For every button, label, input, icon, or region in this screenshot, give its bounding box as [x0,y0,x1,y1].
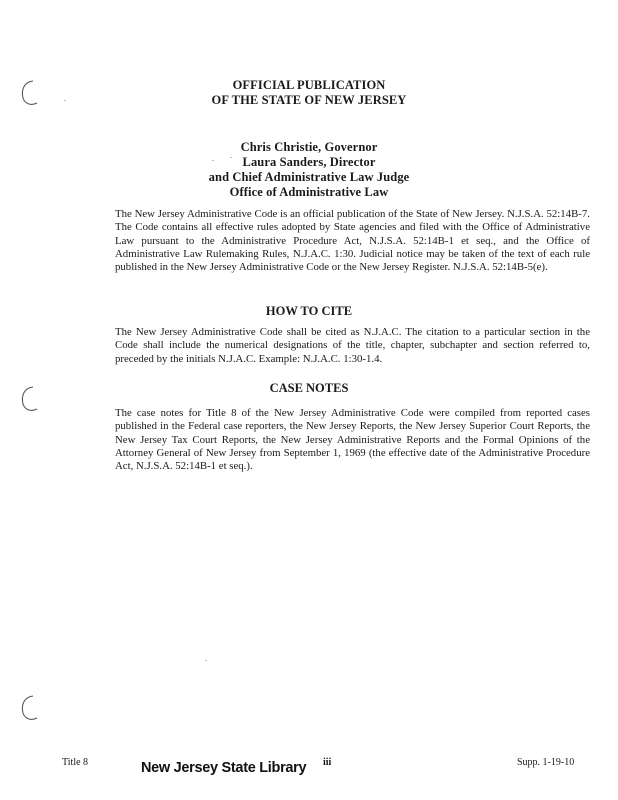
scan-speck [205,660,207,661]
footer-supplement: Supp. 1-19-10 [517,757,575,768]
judge-line: and Chief Administrative Law Judge [208,170,410,184]
header-line-1: OFFICIAL PUBLICATION [232,78,386,92]
director-line: Laura Sanders, Director [242,155,376,169]
library-stamp: New Jersey State Library [141,760,307,776]
case-notes-heading: CASE NOTES [269,381,349,395]
footer-page-number: iii [323,757,332,768]
how-to-cite-heading: HOW TO CITE [265,304,353,318]
case-notes-paragraph: The case notes for Title 8 of the New Jersey Administrative Code were compiled from reported cases published in the Federal case reporters, the New Jersey Reports, the New Jersey Superior Court Reports, the New Jersey Tax Court Reports, the New Jersey Administrative Reports and the Formal Opinions of the Attorney General of New Jersey from September 1, 1969 (the effective date of the Administrative Procedure Act, N.J.S.A. 52:14B-1 et seq.). [115,407,590,473]
governor-line: Chris Christie, Governor [240,140,378,154]
how-to-cite-paragraph: The New Jersey Administrative Code shall be cited as N.J.A.C. The citation to a particular section in the Code shall include the numerical designations of the title, chapter, subchapter and section referred to, preceded by the initials N.J.A.C. Example: N.J.A.C. 1:30-1.4. [115,326,590,365]
binder-hole-bottom [18,693,40,723]
header-line-2: OF THE STATE OF NEW JERSEY [211,93,407,107]
intro-paragraph: The New Jersey Administrative Code is an official publication of the State of New Jersey. N.J.S.A. 52:14B-7. The Code contains all effective rules adopted by State agencies and filed with the Office of Administrative Law pursuant to the Administrative Procedure Act, N.J.S.A. 52:14B-1 et seq., and the Office of Administrative Law Rulemaking Rules, N.J.A.C. 1:30. Judicial notice may be taken of the text of each rule published in the New Jersey Administrative Code or the New Jersey Register. N.J.S.A. 52:14B-5(e). [115,208,590,274]
footer-title: Title 8 [62,757,89,768]
office-line: Office of Administrative Law [229,185,389,199]
